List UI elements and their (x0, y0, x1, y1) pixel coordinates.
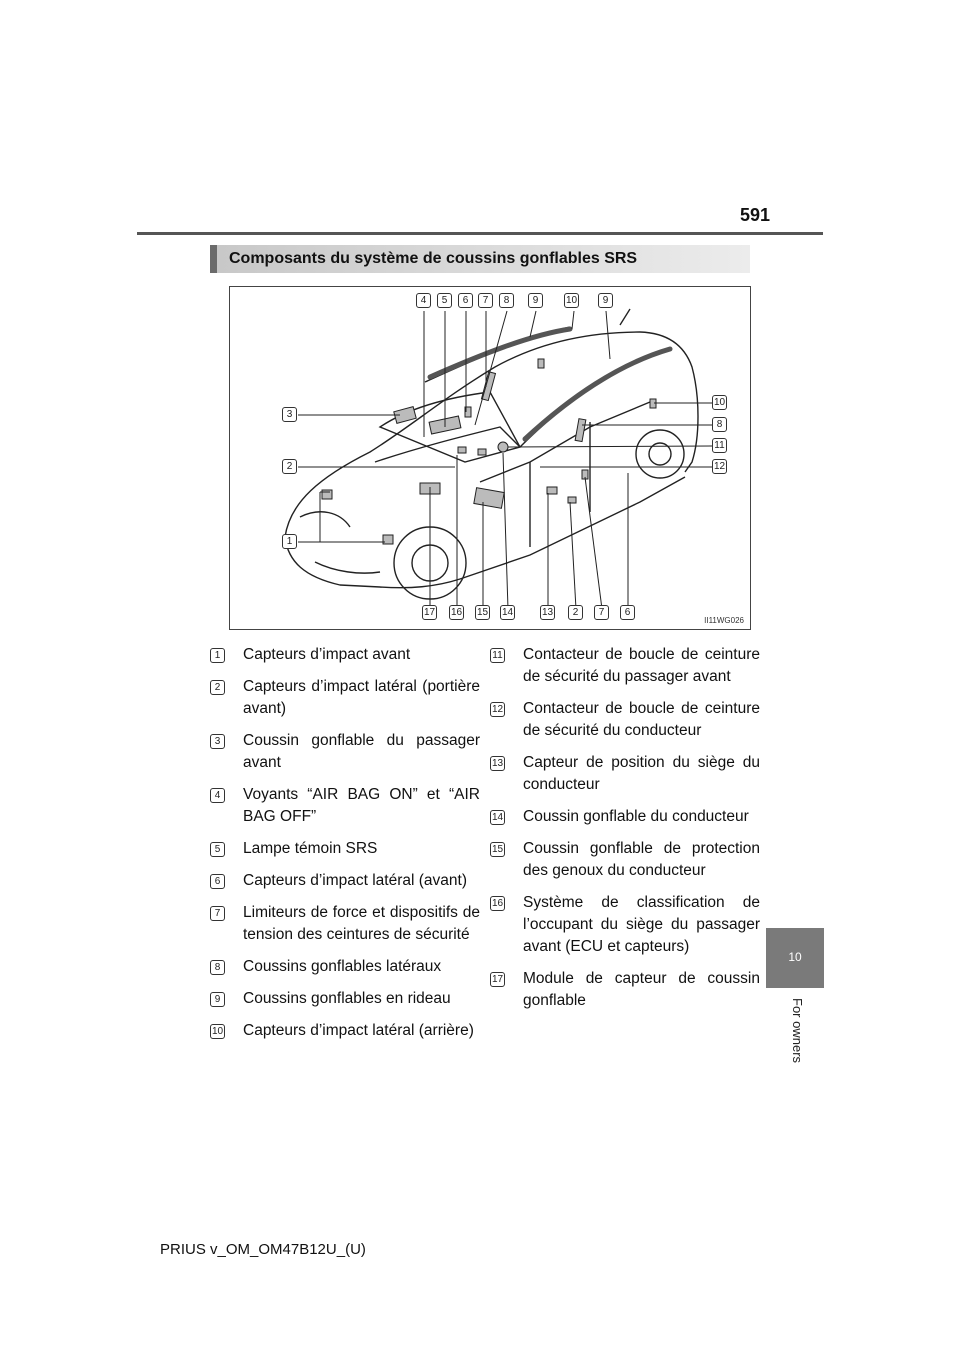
legend-number: 12 (492, 704, 504, 715)
callout-marker: 2 (282, 459, 297, 474)
legend-text: Contacteur de boucle de ceinture de sécurité du passager avant (523, 646, 760, 685)
legend-number: 11 (490, 648, 505, 663)
srs-components-figure (229, 286, 751, 630)
legend-text: Module de capteur de coussin gonflable (523, 970, 760, 1009)
callout-marker: 3 (282, 407, 297, 422)
legend-text: Voyants “AIR BAG ON” et “AIR BAG OFF” (243, 786, 480, 825)
section-header (210, 245, 750, 273)
legend-item (490, 892, 760, 958)
legend-text: Système de classification de l’occupant du siège du passager avant (ECU et capteurs) (523, 894, 760, 955)
legend-item (210, 784, 480, 828)
legend-right-column (490, 644, 760, 1022)
page-number: 591 (740, 205, 771, 225)
legend-item (490, 698, 760, 742)
legend-number: 8 (210, 960, 225, 975)
legend-item (210, 870, 480, 892)
legend-text: Capteur de position du siège du conducteur (523, 754, 760, 793)
chapter-tab (766, 928, 824, 988)
legend-text: Limiteurs de force et dispositifs de tension des ceintures de sécurité (243, 904, 480, 943)
callout-marker: 6 (620, 605, 635, 620)
chapter-number: 10 (788, 950, 802, 964)
callout-marker: 17 (424, 607, 436, 618)
callout-marker: 16 (451, 607, 463, 618)
legend-number: 14 (492, 812, 504, 823)
callout-marker: 8 (712, 417, 727, 432)
callout-marker: 15 (477, 607, 489, 618)
legend-number: 10 (212, 1026, 224, 1037)
legend-number: 13 (492, 758, 504, 769)
legend-number: 16 (492, 898, 504, 909)
legend-number: 6 (210, 874, 225, 889)
legend-item (210, 988, 480, 1010)
callout-marker: 9 (598, 293, 613, 308)
callout-marker: 12 (714, 461, 726, 472)
legend-item (210, 838, 480, 860)
car-illustration (230, 287, 750, 629)
callout-marker: 4 (416, 293, 431, 308)
legend-left-column (210, 644, 480, 1052)
legend-number: 3 (210, 734, 225, 749)
legend-text: Contacteur de boucle de ceinture de sécurité du conducteur (523, 700, 760, 739)
legend-number: 15 (492, 844, 504, 855)
legend-text: Capteurs d’impact avant (243, 646, 411, 663)
legend-item (490, 752, 760, 796)
legend-text: Coussin gonflable de protection des genoux du conducteur (523, 840, 760, 879)
legend-text: Coussin gonflable du conducteur (523, 808, 749, 825)
legend-item (210, 644, 480, 666)
callout-marker: 8 (499, 293, 514, 308)
callout-marker: 7 (594, 605, 609, 620)
legend-item (210, 956, 480, 978)
legend-item (210, 730, 480, 774)
header-rule (137, 232, 823, 235)
legend-number: 4 (210, 788, 225, 803)
legend-item (210, 676, 480, 720)
legend-text: Capteurs d’impact latéral (arrière) (243, 1022, 474, 1039)
legend-item (490, 968, 760, 1012)
callout-marker: 9 (528, 293, 543, 308)
section-title: Composants du système de coussins gonflables SRS (229, 250, 638, 267)
legend-number: 9 (210, 992, 225, 1007)
callout-marker: 2 (568, 605, 583, 620)
legend-number: 5 (210, 842, 225, 857)
legend-item (210, 1020, 480, 1042)
legend-number: 2 (210, 680, 225, 695)
legend-text: Coussins gonflables latéraux (243, 958, 442, 975)
legend-text: Capteurs d’impact latéral (avant) (243, 872, 467, 889)
legend-item (490, 838, 760, 882)
legend-text: Coussins gonflables en rideau (243, 990, 451, 1007)
legend-item (490, 644, 760, 688)
legend-text: Capteurs d’impact latéral (portière avant) (243, 678, 480, 717)
legend-number: 17 (492, 974, 504, 985)
legend-text: Coussin gonflable du passager avant (243, 732, 480, 771)
callout-marker: 7 (478, 293, 493, 308)
chapter-label: For owners (790, 998, 805, 1064)
legend-number: 7 (210, 906, 225, 921)
legend-item (210, 902, 480, 946)
callout-marker: 10 (566, 295, 578, 306)
callout-marker: 1 (282, 534, 297, 549)
legend-number: 1 (210, 648, 225, 663)
callout-marker: 13 (542, 607, 554, 618)
footer-doc-id: PRIUS v_OM_OM47B12U_(U) (160, 1241, 366, 1258)
legend-item (490, 806, 760, 828)
legend-text: Lampe témoin SRS (243, 840, 378, 857)
callout-marker: 10 (714, 397, 726, 408)
callout-marker: 5 (437, 293, 452, 308)
callout-marker: 6 (458, 293, 473, 308)
callout-marker: 11 (712, 438, 727, 453)
figure-code: II11WG026 (704, 616, 744, 625)
callout-marker: 14 (502, 607, 514, 618)
